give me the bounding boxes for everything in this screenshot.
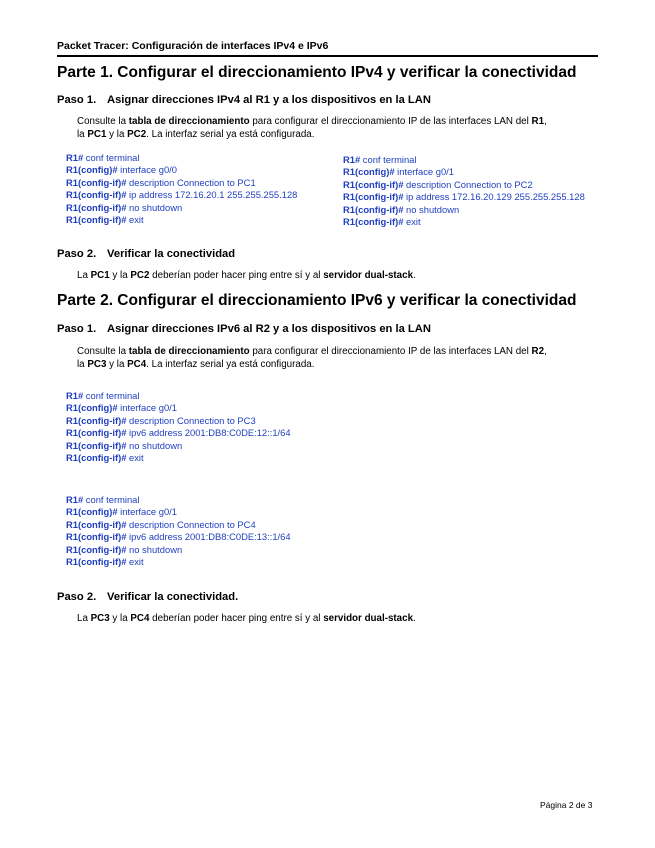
part1-step1-heading <box>57 94 431 106</box>
code-line: R1(config)# interface g0/1 <box>343 166 454 178</box>
code-line: R1# conf terminal <box>66 152 140 163</box>
step-title: Verificar la conectividad <box>107 248 236 260</box>
step-title: Asignar direcciones IPv4 al R1 y a los dispositivos en la LAN <box>107 94 431 106</box>
part2-step2-paragraph: La PC3 y la PC4 deberían poder hacer ping entre sí y al servidor dual-stack. <box>77 613 416 624</box>
step-number: Paso 2. <box>57 591 97 603</box>
code-line: R1(config-if)# no shutdown <box>66 543 183 555</box>
code-line: R1(config-if)# description Connection to PC1 <box>66 176 256 188</box>
code-block-left <box>66 152 297 226</box>
part1-step2-paragraph: La PC1 y la PC2 deberían poder hacer ping entre sí y al servidor dual-stack. <box>77 270 416 281</box>
code-line: R1(config)# interface g0/1 <box>66 402 177 414</box>
code-line: R1(config-if)# exit <box>66 452 144 464</box>
code-line: R1(config-if)# ipv6 address 2001:DB8:C0DE:12::1/64 <box>66 427 291 439</box>
code-line: R1(config-if)# no shutdown <box>66 439 183 451</box>
part2-step2-heading <box>57 591 238 603</box>
page-header: Packet Tracer: Configuración de interfaces IPv4 e IPv6 <box>57 40 329 52</box>
code-line: R1(config-if)# description Connection to PC4 <box>66 518 256 530</box>
part2-step1-heading <box>57 323 431 335</box>
step-number: Paso 1. <box>57 94 97 106</box>
part2-title: Parte 2. Configurar el direccionamiento IPv6 y verificar la conectividad <box>57 292 577 309</box>
code-block-pc3 <box>66 390 291 464</box>
code-line: R1(config-if)# ipv6 address 2001:DB8:C0DE:13::1/64 <box>66 531 291 543</box>
code-line: R1(config-if)# ip address 172.16.20.1 255.255.255.128 <box>66 189 298 201</box>
part1-title: Parte 1. Configurar el direccionamiento IPv4 y verificar la conectividad <box>57 64 577 81</box>
code-line: R1(config-if)# ip address 172.16.20.129 255.255.255.128 <box>343 191 585 203</box>
step-number: Paso 2. <box>57 248 97 260</box>
code-line: R1# conf terminal <box>343 154 417 165</box>
code-line: R1# conf terminal <box>66 494 140 505</box>
code-line: R1(config-if)# description Connection to PC3 <box>66 414 256 426</box>
code-line: R1(config-if)# description Connection to PC2 <box>343 178 533 190</box>
code-block-pc4 <box>66 494 291 568</box>
code-block-right <box>343 154 585 228</box>
code-line: R1(config-if)# no shutdown <box>66 201 183 213</box>
code-line: R1(config-if)# no shutdown <box>343 203 460 215</box>
part1-step1-paragraph: Consulte la tabla de direccionamiento para configurar el direccionamiento IP de las interfaces LAN del R1, la PC1 y la PC2. La interfaz serial ya está configurada. <box>77 116 547 140</box>
code-line: R1(config)# interface g0/0 <box>66 164 177 176</box>
part2-step1-paragraph: Consulte la tabla de direccionamiento para configurar el direccionamiento IP de las interfaces LAN del R2, la PC3 y la PC4. La interfaz serial ya está configurada. <box>77 346 547 370</box>
code-line: R1(config-if)# exit <box>343 216 421 228</box>
page-number: Página 2 de 3 <box>540 800 593 810</box>
step-title: Verificar la conectividad. <box>107 591 239 603</box>
code-line: R1(config-if)# exit <box>66 556 144 568</box>
code-line: R1(config-if)# exit <box>66 214 144 226</box>
step-title: Asignar direcciones IPv6 al R2 y a los dispositivos en la LAN <box>107 323 431 335</box>
part1-step2-heading <box>57 248 235 260</box>
header-rule <box>57 55 598 57</box>
code-line: R1(config)# interface g0/1 <box>66 506 177 518</box>
code-line: R1# conf terminal <box>66 390 140 401</box>
step-number: Paso 1. <box>57 323 97 335</box>
